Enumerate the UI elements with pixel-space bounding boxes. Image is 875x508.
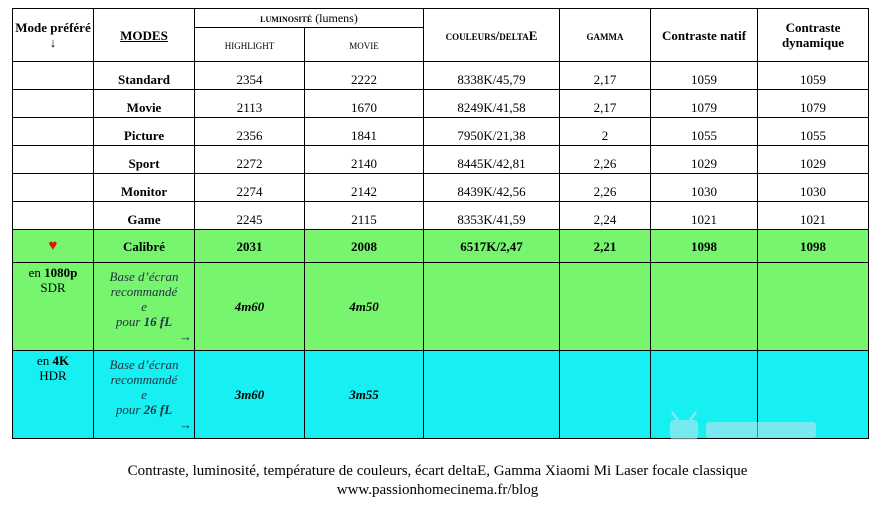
mode-name: Game [94, 202, 195, 230]
table-row [13, 174, 869, 202]
cell-gamma: 2,17 [560, 62, 651, 90]
header-highlight: highlight [195, 28, 305, 62]
empty-cell [651, 263, 758, 351]
cell-movie: 2222 [305, 62, 424, 90]
header-modes: MODES [94, 9, 195, 62]
cell-highlight: 2031 [195, 230, 305, 263]
table-row-sdr [13, 263, 869, 351]
heart-icon: ♥ [13, 230, 94, 263]
cell-contraste-dynamique: 1030 [758, 174, 869, 202]
cell-contraste-natif: 1030 [651, 174, 758, 202]
hdr-label: en 4K HDR [13, 351, 94, 439]
table-row [13, 146, 869, 174]
cell-contraste-dynamique: 1079 [758, 90, 869, 118]
cell-gamma: 2,24 [560, 202, 651, 230]
caption-line: Contraste, luminosité, température de couleurs, écart deltaE, Gamma Xiaomi Mi Laser focale classique [127, 463, 748, 479]
down-arrow-icon: ↓ [49, 35, 57, 50]
cell-couleurs: 8249K/41,58 [424, 90, 560, 118]
cell-movie: 1841 [305, 118, 424, 146]
pref-cell [13, 174, 94, 202]
cell-highlight: 2245 [195, 202, 305, 230]
mode-name: Picture [94, 118, 195, 146]
cell-contraste-natif: 1098 [651, 230, 758, 263]
empty-cell [424, 351, 560, 439]
header-contraste-natif: Contraste natif [651, 9, 758, 62]
sdr-movie-distance: 4m50 [305, 263, 424, 351]
pref-cell [13, 202, 94, 230]
header-movie: movie [305, 28, 424, 62]
header-gamma: gamma [560, 9, 651, 62]
cell-gamma: 2,17 [560, 90, 651, 118]
cell-contraste-dynamique: 1055 [758, 118, 869, 146]
mode-name: Calibré [94, 230, 195, 263]
cell-highlight: 2274 [195, 174, 305, 202]
empty-cell [424, 263, 560, 351]
right-arrow-icon: → [179, 417, 192, 432]
cell-couleurs: 8445K/42,81 [424, 146, 560, 174]
hdr-highlight-distance: 3m60 [195, 351, 305, 439]
pref-cell [13, 62, 94, 90]
cell-contraste-natif: 1055 [651, 118, 758, 146]
header-contraste-dynamique: Contraste dynamique [758, 9, 869, 62]
sdr-label: en 1080p SDR [13, 263, 94, 351]
header-luminosite: luminosité (lumens) [195, 9, 424, 28]
pref-cell [13, 90, 94, 118]
cell-gamma: 2,21 [560, 230, 651, 263]
cell-movie: 2140 [305, 146, 424, 174]
cell-movie: 2008 [305, 230, 424, 263]
cell-couleurs: 8353K/41,59 [424, 202, 560, 230]
results-table [12, 8, 869, 439]
cell-couleurs: 8338K/45,79 [424, 62, 560, 90]
table-row [13, 202, 869, 230]
tv-logo-icon [666, 408, 826, 444]
cell-gamma: 2 [560, 118, 651, 146]
cell-highlight: 2356 [195, 118, 305, 146]
cell-movie: 2115 [305, 202, 424, 230]
mode-name: Movie [94, 90, 195, 118]
empty-cell [560, 351, 651, 439]
header-couleurs: couleurs/deltaE [424, 9, 560, 62]
cell-contraste-natif: 1079 [651, 90, 758, 118]
cell-couleurs: 7950K/21,38 [424, 118, 560, 146]
pref-cell [13, 118, 94, 146]
mode-name: Sport [94, 146, 195, 174]
empty-cell [758, 263, 869, 351]
cell-movie: 1670 [305, 90, 424, 118]
sdr-base-note: Base d’écran recommandé e pour 16 fL → [94, 263, 195, 351]
mode-name: Standard [94, 62, 195, 90]
cell-contraste-natif: 1021 [651, 202, 758, 230]
cell-gamma: 2,26 [560, 174, 651, 202]
cell-contraste-dynamique: 1029 [758, 146, 869, 174]
cell-movie: 2142 [305, 174, 424, 202]
sdr-highlight-distance: 4m60 [195, 263, 305, 351]
cell-highlight: 2272 [195, 146, 305, 174]
table-row [13, 90, 869, 118]
cell-contraste-dynamique: 1098 [758, 230, 869, 263]
hdr-base-note: Base d’écran recommandé e pour 26 fL → [94, 351, 195, 439]
caption [0, 462, 875, 500]
mode-name: Monitor [94, 174, 195, 202]
cell-couleurs: 6517K/2,47 [424, 230, 560, 263]
header-pref-mode: Mode préféré ↓ [13, 9, 94, 62]
hdr-movie-distance: 3m55 [305, 351, 424, 439]
cell-contraste-dynamique: 1059 [758, 62, 869, 90]
table-row [13, 62, 869, 90]
cell-contraste-natif: 1059 [651, 62, 758, 90]
cell-gamma: 2,26 [560, 146, 651, 174]
right-arrow-icon: → [179, 329, 192, 344]
blog-url: www.passionhomecinema.fr/blog [336, 482, 539, 498]
table-row-calibre [13, 230, 869, 263]
cell-couleurs: 8439K/42,56 [424, 174, 560, 202]
empty-cell [560, 263, 651, 351]
cell-highlight: 2354 [195, 62, 305, 90]
cell-contraste-dynamique: 1021 [758, 202, 869, 230]
cell-contraste-natif: 1029 [651, 146, 758, 174]
cell-highlight: 2113 [195, 90, 305, 118]
pref-cell [13, 146, 94, 174]
table-row [13, 118, 869, 146]
